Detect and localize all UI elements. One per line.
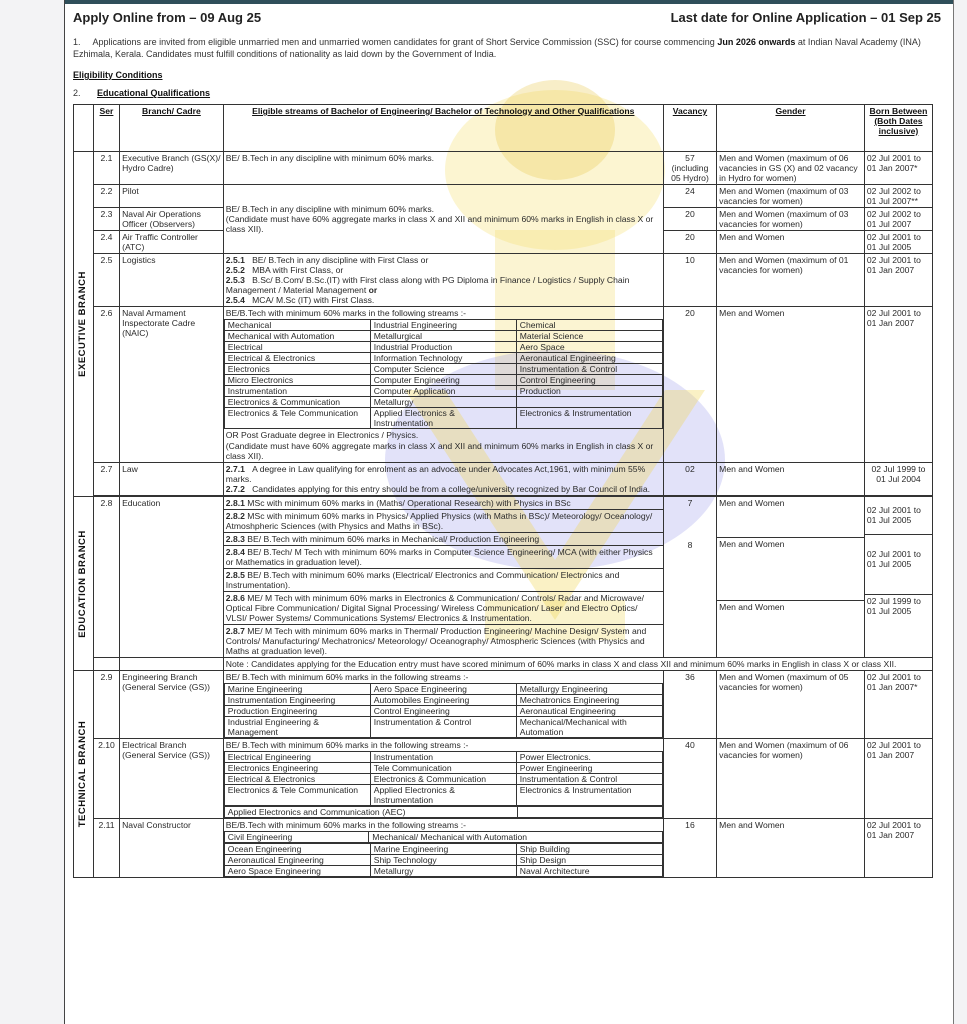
elig-item xyxy=(226,295,661,305)
eligibility-title: Eligibility Conditions xyxy=(73,70,163,80)
eligibility xyxy=(223,307,663,463)
table-row xyxy=(74,497,933,658)
stream-cell xyxy=(516,397,662,408)
elig-item xyxy=(226,484,661,494)
stream-cell: Naval Architecture xyxy=(516,866,662,877)
streams-intro: BE/ B.Tech with minimum 60% marks in the following streams :- xyxy=(225,740,469,750)
vacancy: 20 xyxy=(663,231,716,254)
gender-sub: Men and Women xyxy=(717,497,864,538)
streams-table-first xyxy=(224,831,663,843)
stream-cell: Material Science xyxy=(516,331,662,342)
item-num: 2.8.7 xyxy=(225,626,245,636)
stream-cell: Ocean Engineering xyxy=(224,844,370,855)
stream-cell: Computer Engineering xyxy=(370,375,516,386)
intro-paragraph xyxy=(73,36,941,60)
streams-footer: OR Post Graduate degree in Electronics / Physics. xyxy=(225,430,419,440)
stream-row xyxy=(224,717,662,738)
stream-cell: Electronics & Communication xyxy=(370,774,516,785)
stream-cell: Electronics & Tele Communication xyxy=(224,785,370,806)
stream-cell: Civil Engineering xyxy=(224,832,369,843)
stream-cell: Electrical xyxy=(224,342,370,353)
item-text: BE/ B.Tech in any discipline with First Class or xyxy=(252,255,429,265)
elig-item xyxy=(226,464,661,484)
item-num: 2.5.3 xyxy=(225,275,245,285)
stream-cell: Tele Communication xyxy=(370,763,516,774)
born-between: 02 Jul 1999 to 01 Jul 2004 xyxy=(864,463,932,496)
header-branch: Branch/ Cadre xyxy=(120,105,224,152)
table-row xyxy=(74,671,933,739)
item-text: MCA/ M.Sc (IT) with First Class. xyxy=(252,295,375,305)
header-banner-strip xyxy=(65,0,953,4)
para-number: 1. xyxy=(73,37,81,47)
item-text: BE/ B.Tech with minimum 60% marks in Mechanical/ Production Engineering xyxy=(247,534,540,544)
stream-cell: Micro Electronics xyxy=(224,375,370,386)
group-executive xyxy=(74,152,94,497)
stream-cell: Aero Space Engineering xyxy=(370,684,516,695)
stream-cell: Ship Technology xyxy=(370,855,516,866)
group-label: EXECUTIVE BRANCH xyxy=(77,271,89,377)
stream-cell: Instrumentation & Control xyxy=(370,717,516,738)
stream-row xyxy=(224,397,662,408)
elig-item xyxy=(224,546,663,569)
eligibility xyxy=(223,739,663,819)
gender: Men and Women (maximum of 06 vacancies for women) xyxy=(717,739,865,819)
vacancy: 16 xyxy=(663,819,716,878)
education-note-row xyxy=(74,658,933,671)
item-num: 2.8.3 xyxy=(225,534,245,544)
elig-item xyxy=(224,510,663,533)
stream-row xyxy=(224,763,662,774)
branch: Electrical Branch (General Service (GS)) xyxy=(120,739,224,819)
vacancy-sub: 8 xyxy=(687,540,693,550)
vacancy-sub: 7 xyxy=(687,498,693,508)
stream-cell: Ship Design xyxy=(516,855,662,866)
stream-cell: Mechanical with Automation xyxy=(224,331,370,342)
ser: 2.9 xyxy=(93,671,119,739)
group-label: TECHNICAL BRANCH xyxy=(77,720,89,828)
item-num: 2.5.4 xyxy=(225,295,245,305)
elig-item xyxy=(224,533,663,546)
ser: 2.10 xyxy=(93,739,119,819)
stream-row xyxy=(224,364,662,375)
branch: Education xyxy=(120,497,224,658)
gender: Men and Women xyxy=(717,231,865,254)
table-row xyxy=(74,463,933,496)
stream-cell: Metallurgy xyxy=(370,397,516,408)
item-text: A degree in Law qualifying for enrolment as an advocate under Advocates Act,1961, with minimum 55% marks. xyxy=(225,464,646,484)
elig-item xyxy=(224,625,663,657)
stream-cell: Production Engineering xyxy=(224,706,370,717)
vacancy: 40 xyxy=(663,739,716,819)
stream-cell: Instrumentation Engineering xyxy=(224,695,370,706)
item-num: 2.8.2 xyxy=(225,511,245,521)
table-row xyxy=(74,185,933,208)
stream-cell: Instrumentation xyxy=(370,752,516,763)
stream-cell: Electronics Engineering xyxy=(224,763,370,774)
gender: Men and Women (maximum of 06 vacancies in GS (X) and 02 vacancy in Hydro for women) xyxy=(717,152,865,185)
vacancy-sub xyxy=(664,601,716,603)
item-num: 2.8.6 xyxy=(225,593,245,603)
apply-online-from: Apply Online from – 09 Aug 25 xyxy=(73,10,262,25)
intro-text-2: at Indian Naval Academy (INA) Ezhimala, Kerala. Candidates must fulfill conditions of nationality as laid down by the Government of India. xyxy=(73,37,921,59)
stream-cell: Electronics & Instrumentation xyxy=(516,408,662,429)
streams-intro: BE/B.Tech with minimum 60% marks in the following streams :- xyxy=(225,308,467,318)
item-num: 2.8.4 xyxy=(225,547,245,557)
ser: 2.3 xyxy=(93,208,119,231)
branch: Executive Branch (GS(X)/ Hydro Cadre) xyxy=(120,152,224,185)
stream-row xyxy=(224,855,662,866)
streams-table xyxy=(224,843,663,877)
gender: Men and Women (maximum of 01 vacancies for women) xyxy=(717,254,865,307)
item-num: 2.8.1 xyxy=(225,498,245,508)
item-text: BE/ B.Tech with minimum 60% marks (Electrical/ Electronics and Communication/ Electronics and Instrumentation). xyxy=(225,570,620,590)
table-row xyxy=(74,739,933,819)
eligibility xyxy=(223,463,663,496)
branch: Logistics xyxy=(120,254,224,307)
born-between: 02 Jul 2001 to 01 Jul 2005 xyxy=(864,231,932,254)
item-num: 2.7.1 xyxy=(225,464,245,474)
stream-row xyxy=(224,844,662,855)
stream-cell: Electrical & Electronics xyxy=(224,774,370,785)
eligibility xyxy=(223,254,663,307)
item-num: 2.5.1 xyxy=(225,255,245,265)
item-text: MSc with minimum 60% marks in Physics/ Applied Physics (with Maths in BSc)/ Meteorology/ Oceanology/ Atmoshpheric Sciences (with Physics and Maths in BSc). xyxy=(225,511,653,531)
branch: Naval Air Operations Officer (Observers) xyxy=(120,208,224,231)
vacancy: 24 xyxy=(663,185,716,208)
item-num: 2.5.2 xyxy=(225,265,245,275)
stream-cell: Mechanical/Mechanical with Automation xyxy=(516,717,662,738)
stream-cell: Applied Electronics and Communication (AEC) xyxy=(224,807,517,818)
eligibility xyxy=(223,497,663,658)
vacancy xyxy=(663,497,716,658)
stream-cell: Automobiles Engineering xyxy=(370,695,516,706)
table-row xyxy=(74,152,933,185)
section-number: 2. xyxy=(73,88,81,98)
stream-cell: Applied Electronics & Instrumentation xyxy=(370,785,516,806)
stream-row xyxy=(224,774,662,785)
item-text: Candidates applying for this entry should be from a college/university recognized by Bar Council of India. xyxy=(252,484,650,494)
ser: 2.7 xyxy=(93,463,119,496)
branch: Law xyxy=(120,463,224,496)
stream-cell: Electrical Engineering xyxy=(224,752,370,763)
elig-item xyxy=(226,255,661,265)
table-header xyxy=(74,105,933,152)
header-eligible: Eligible streams of Bachelor of Engineering/ Bachelor of Technology and Other Qualifications xyxy=(223,105,663,152)
streams-intro: BE/ B.Tech with minimum 60% marks in the following streams :- xyxy=(225,672,469,682)
stream-cell: Power Engineering xyxy=(516,763,662,774)
stream-cell: Power Electronics. xyxy=(516,752,662,763)
stream-row xyxy=(224,785,662,806)
stream-row xyxy=(224,695,662,706)
gender: Men and Women (maximum of 05 vacancies for women) xyxy=(717,671,865,739)
education-note: Note : Candidates applying for the Education entry must have scored minimum of 60% marks in class X and class XII and minimum 60% marks in English in class X or class XII. xyxy=(223,658,932,671)
gender: Men and Women (maximum of 03 vacancies for women) xyxy=(717,208,865,231)
vacancy: 02 xyxy=(663,463,716,496)
eligibility-table xyxy=(73,104,933,878)
branch: Naval Constructor xyxy=(120,819,224,878)
branch: Naval Armament Inspectorate Cadre (NAIC) xyxy=(120,307,224,463)
table-row xyxy=(74,307,933,463)
stream-cell: Computer Science xyxy=(370,364,516,375)
born-between xyxy=(864,497,932,658)
group-technical xyxy=(74,671,94,878)
born-between: 02 Jul 2001 to 01 Jan 2007 xyxy=(864,254,932,307)
gender: Men and Women (maximum of 03 vacancies for women) xyxy=(717,185,865,208)
stream-cell: Industrial Engineering xyxy=(370,320,516,331)
stream-cell: Instrumentation xyxy=(224,386,370,397)
table-row xyxy=(74,819,933,878)
stream-cell: Marine Engineering xyxy=(370,844,516,855)
born-between: 02 Jul 2001 to 01 Jan 2007 xyxy=(864,739,932,819)
item-text: ME/ M Tech with minimum 60% marks in Thermal/ Production Engineering/ Machine Design/ System and Controls/ Manufacturing/ Mechatronics/ Meteorology/ Oceanography/ Atmospheric Sciences (with Physics and Maths at graduation level). xyxy=(225,626,647,656)
stream-row xyxy=(224,684,662,695)
born-sub: 02 Jul 2001 to 01 Jul 2005 xyxy=(865,535,932,595)
elig-item xyxy=(224,569,663,592)
stream-cell: Aeronautical Engineering xyxy=(516,706,662,717)
header-gender: Gender xyxy=(717,105,865,152)
stream-cell: Instrumentation & Control xyxy=(516,364,662,375)
gender-sub: Men and Women xyxy=(719,602,785,612)
stream-cell: Electronics & Communication xyxy=(224,397,370,408)
gender: Men and Women xyxy=(717,819,865,878)
stream-cell: Information Technology xyxy=(370,353,516,364)
stream-row xyxy=(224,706,662,717)
born-sub: 02 Jul 2001 to 01 Jul 2005 xyxy=(865,497,932,535)
elig-item xyxy=(226,275,661,295)
stream-cell: Metallurgy Engineering xyxy=(516,684,662,695)
vacancy: 36 xyxy=(663,671,716,739)
group-col-header xyxy=(74,105,94,152)
stream-cell: Mechanical/ Mechanical with Automation xyxy=(369,832,662,843)
stream-row xyxy=(224,353,662,364)
branch: Pilot xyxy=(120,185,224,208)
stream-row xyxy=(224,320,662,331)
item-num: 2.7.2 xyxy=(225,484,245,494)
streams-table xyxy=(224,751,663,806)
group-label: EDUCATION BRANCH xyxy=(77,529,89,638)
stream-cell: Metallurgical xyxy=(370,331,516,342)
stream-cell: Chemical xyxy=(516,320,662,331)
stream-row xyxy=(224,342,662,353)
stream-cell: Production xyxy=(516,386,662,397)
born-between: 02 Jul 2001 to 01 Jan 2007 xyxy=(864,307,932,463)
gender xyxy=(717,497,865,658)
stream-cell-empty xyxy=(518,807,663,818)
streams-footer: (Candidate must have 60% aggregate marks in class X and XII and minimum 60% marks in English in class X or class XII). xyxy=(225,441,654,461)
elig-line: BE/ B.Tech in any discipline with minimum 60% marks. xyxy=(225,204,435,214)
streams-table-last xyxy=(224,806,663,818)
stream-row xyxy=(224,331,662,342)
header-vacancy: Vacancy xyxy=(663,105,716,152)
vacancy: 10 xyxy=(663,254,716,307)
ser: 2.2 xyxy=(93,185,119,208)
streams-intro: BE/B.Tech with minimum 60% marks in the following streams :- xyxy=(225,820,467,830)
document-page xyxy=(64,0,954,1024)
stream-row xyxy=(224,386,662,397)
vacancy: 20 xyxy=(663,208,716,231)
stream-cell: Applied Electronics & Instrumentation xyxy=(370,408,516,429)
elig-item xyxy=(226,265,661,275)
stream-cell: Control Engineering xyxy=(370,706,516,717)
stream-cell: Aero Space Engineering xyxy=(224,866,370,877)
eligibility xyxy=(223,671,663,739)
stream-cell: Electronics xyxy=(224,364,370,375)
item-text: BE/ B.Tech/ M Tech with minimum 60% marks in Computer Science Engineering/ MCA (with either Physics or Mathematics in graduation level). xyxy=(225,547,653,567)
empty xyxy=(120,658,224,671)
item-text: ME/ M Tech with minimum 60% marks in Electronics & Communication/ Controls/ Radar and Microwave/ Optical Fibre Communication/ Digital Signal Processing/ Wireless Communication/ Laser and Electro Optics/ VLSI/ Power Systems/ Communications Systems/ Electronics & Instrumentation. xyxy=(225,593,645,623)
born-between: 02 Jul 2001 to 01 Jan 2007 xyxy=(864,819,932,878)
gender: Men and Women xyxy=(717,307,865,463)
branch: Engineering Branch (General Service (GS)) xyxy=(120,671,224,739)
born-between: 02 Jul 2002 to 01 Jul 2007** xyxy=(864,185,932,208)
branch: Air Traffic Controller (ATC) xyxy=(120,231,224,254)
ser: 2.5 xyxy=(93,254,119,307)
stream-cell: Mechatronics Engineering xyxy=(516,695,662,706)
stream-cell: Electrical & Electronics xyxy=(224,353,370,364)
intro-bold: Jun 2026 onwards xyxy=(717,37,796,47)
stream-cell: Computer Application xyxy=(370,386,516,397)
stream-cell: Metallurgy xyxy=(370,866,516,877)
streams-table xyxy=(224,683,663,738)
item-text: B.Sc/ B.Com/ B.Sc.(IT) with First class along with PG Diploma in Finance / Logistics / Supply Chain Management / Material Management xyxy=(225,275,630,295)
stream-cell: Industrial Engineering & Management xyxy=(224,717,370,738)
ser: 2.11 xyxy=(93,819,119,878)
stream-cell: Ship Building xyxy=(516,844,662,855)
edu-qualifications-title: Educational Qualifications xyxy=(97,88,211,98)
elig-item xyxy=(224,497,663,510)
stream-row xyxy=(224,866,662,877)
stream-cell: Aero Space xyxy=(516,342,662,353)
stream-cell: Aeronautical Engineering xyxy=(516,353,662,364)
stream-cell: Electronics & Instrumentation xyxy=(516,785,662,806)
vacancy: 57 (including 05 Hydro) xyxy=(663,152,716,185)
empty xyxy=(93,658,119,671)
item-text: MSc with minimum 60% marks in (Maths/ Operational Research) with Physics in BSc xyxy=(247,498,571,508)
stream-cell: Aeronautical Engineering xyxy=(224,855,370,866)
header-row xyxy=(73,10,941,30)
stream-cell: Instrumentation & Control xyxy=(516,774,662,785)
ser: 2.4 xyxy=(93,231,119,254)
item-text: MBA with First Class, or xyxy=(252,265,344,275)
born-between: 02 Jul 2002 to 01 Jul 2007 xyxy=(864,208,932,231)
eligibility xyxy=(223,819,663,878)
born-sub: 02 Jul 1999 to 01 Jul 2005 xyxy=(866,596,921,616)
item-num: 2.8.5 xyxy=(225,570,245,580)
header-born: Born Between (Both Dates inclusive) xyxy=(864,105,932,152)
group-education xyxy=(74,497,94,671)
ser: 2.6 xyxy=(93,307,119,463)
elig-item xyxy=(224,592,663,625)
header-ser: Ser xyxy=(93,105,119,152)
item-bold: or xyxy=(368,285,378,295)
eligibility xyxy=(223,185,663,254)
gender: Men and Women xyxy=(717,463,865,496)
stream-cell: Mechanical xyxy=(224,320,370,331)
gender-sub: Men and Women xyxy=(717,538,864,601)
stream-cell: Industrial Production xyxy=(370,342,516,353)
ser: 2.8 xyxy=(93,497,119,658)
born-between: 02 Jul 2001 to 01 Jan 2007* xyxy=(864,152,932,185)
stream-cell: Marine Engineering xyxy=(224,684,370,695)
elig-line: (Candidate must have 60% aggregate marks in class X and XII and minimum 60% marks in English in class X or class XII). xyxy=(225,214,654,234)
stream-row xyxy=(224,375,662,386)
table-row xyxy=(74,254,933,307)
vacancy: 20 xyxy=(663,307,716,463)
stream-cell: Control Engineering xyxy=(516,375,662,386)
stream-row xyxy=(224,408,662,429)
ser: 2.1 xyxy=(93,152,119,185)
stream-row xyxy=(224,752,662,763)
stream-cell: Electronics & Tele Communication xyxy=(224,408,370,429)
intro-text-1: Applications are invited from eligible unmarried men and unmarried women candidates for grant of Short Service Commission (SSC) for course commencing xyxy=(92,37,718,47)
eligibility: BE/ B.Tech in any discipline with minimum 60% marks. xyxy=(223,152,663,185)
streams-table xyxy=(224,319,663,429)
born-between: 02 Jul 2001 to 01 Jan 2007* xyxy=(864,671,932,739)
last-date: Last date for Online Application – 01 Sep 25 xyxy=(670,10,941,25)
